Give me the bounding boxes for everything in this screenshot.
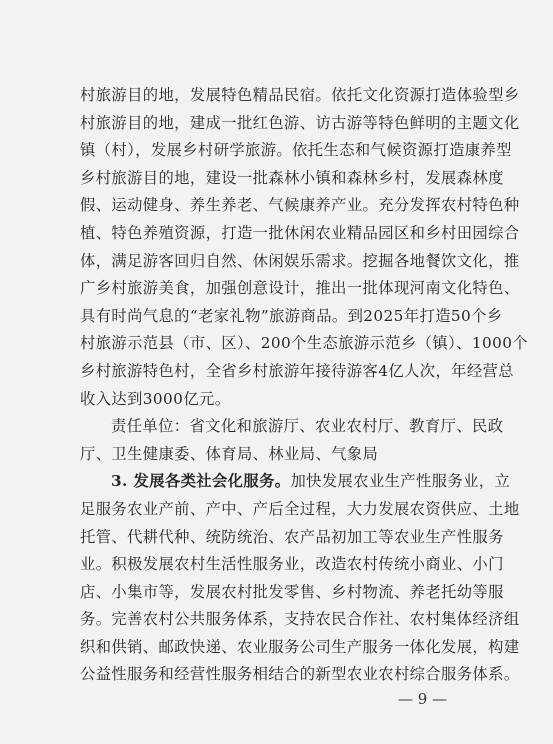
- paragraph1-line: 广乡村旅游美食，加强创意设计，推出一批体现河南文化特色、: [80, 279, 520, 298]
- paragraph1-line: 村旅游目的地，发展特色精品民宿。依托文化资源打造体验型乡: [80, 86, 520, 104]
- paragraph1-line: 具有时尚气息的“老家礼物”旅游商品。到2025年打造50个乡: [80, 306, 503, 325]
- paragraph1-line: 收入达到3000亿元。: [80, 389, 231, 408]
- page-number: — 9 —: [398, 690, 448, 708]
- section3-heading: 3. 发展各类社会化服务。: [111, 472, 291, 491]
- responsibility-line: 责任单位：省文化和旅游厅、农业农村厅、教育厅、民政: [111, 417, 504, 436]
- paragraph1-line: 村旅游目的地，建成一批红色游、访古游等特色鲜明的主题文化: [80, 113, 520, 132]
- paragraph1-line: 乡村旅游目的地，建设一批森林小镇和森林乡村，发展森林度: [80, 168, 504, 187]
- document-body: [80, 82, 529, 689]
- section3-line: 托管、代耕代种、统防统治、农产品初加工等农业生产性服务: [80, 527, 504, 546]
- section3-line: 足服务农业产前、产中、产后全过程，大力发展农资供应、土地: [80, 499, 520, 518]
- section3-first-line: [80, 468, 511, 496]
- paragraph1-line: 假、运动健身、养生养老、气候康养产业。充分发挥农村特色种: [80, 196, 520, 215]
- paragraph1-line: 村旅游示范县（市、区）、200个生态旅游示范乡（镇）、1000个: [80, 334, 529, 353]
- section3-line: 务。完善农村公共服务体系，支持农民合作社、农村集体经济组: [80, 610, 520, 629]
- section3-line: 公益性服务和经营性服务相结合的新型农业农村综合服务体系。: [80, 665, 520, 684]
- paragraph1-line: 植、特色养殖资源，打造一批休闲农业精品园区和乡村田园综合: [80, 223, 520, 242]
- responsibility-line: 厅、卫生健康委、体育局、林业局、气象局: [80, 444, 379, 463]
- paragraph-responsibility: [80, 413, 504, 468]
- paragraph1-line: 镇（村），发展乡村研学旅游。依托生态和气候资源打造康养型: [80, 141, 512, 160]
- section3-line: 业。积极发展农村生活性服务业，改造农村传统小商业、小门: [80, 555, 504, 574]
- paragraph-social-services: [80, 468, 520, 689]
- section3-line: 织和供销、邮政快递、农业服务公司生产服务一体化发展，构建: [80, 637, 520, 656]
- section3-line: 店、小集市等，发展农村批发零售、乡村物流、养老托幼等服: [80, 582, 504, 601]
- section3-first-line-rest: 加快发展农业生产性服务业，立: [290, 472, 511, 491]
- paragraph1-line: 乡村旅游特色村，全省乡村旅游年接待游客4亿人次，年经营总: [80, 361, 514, 380]
- paragraph1-line: 体，满足游客回归自然、休闲娱乐需求。挖掘各地餐饮文化，推: [80, 251, 520, 270]
- paragraph-rural-tourism: [80, 82, 529, 413]
